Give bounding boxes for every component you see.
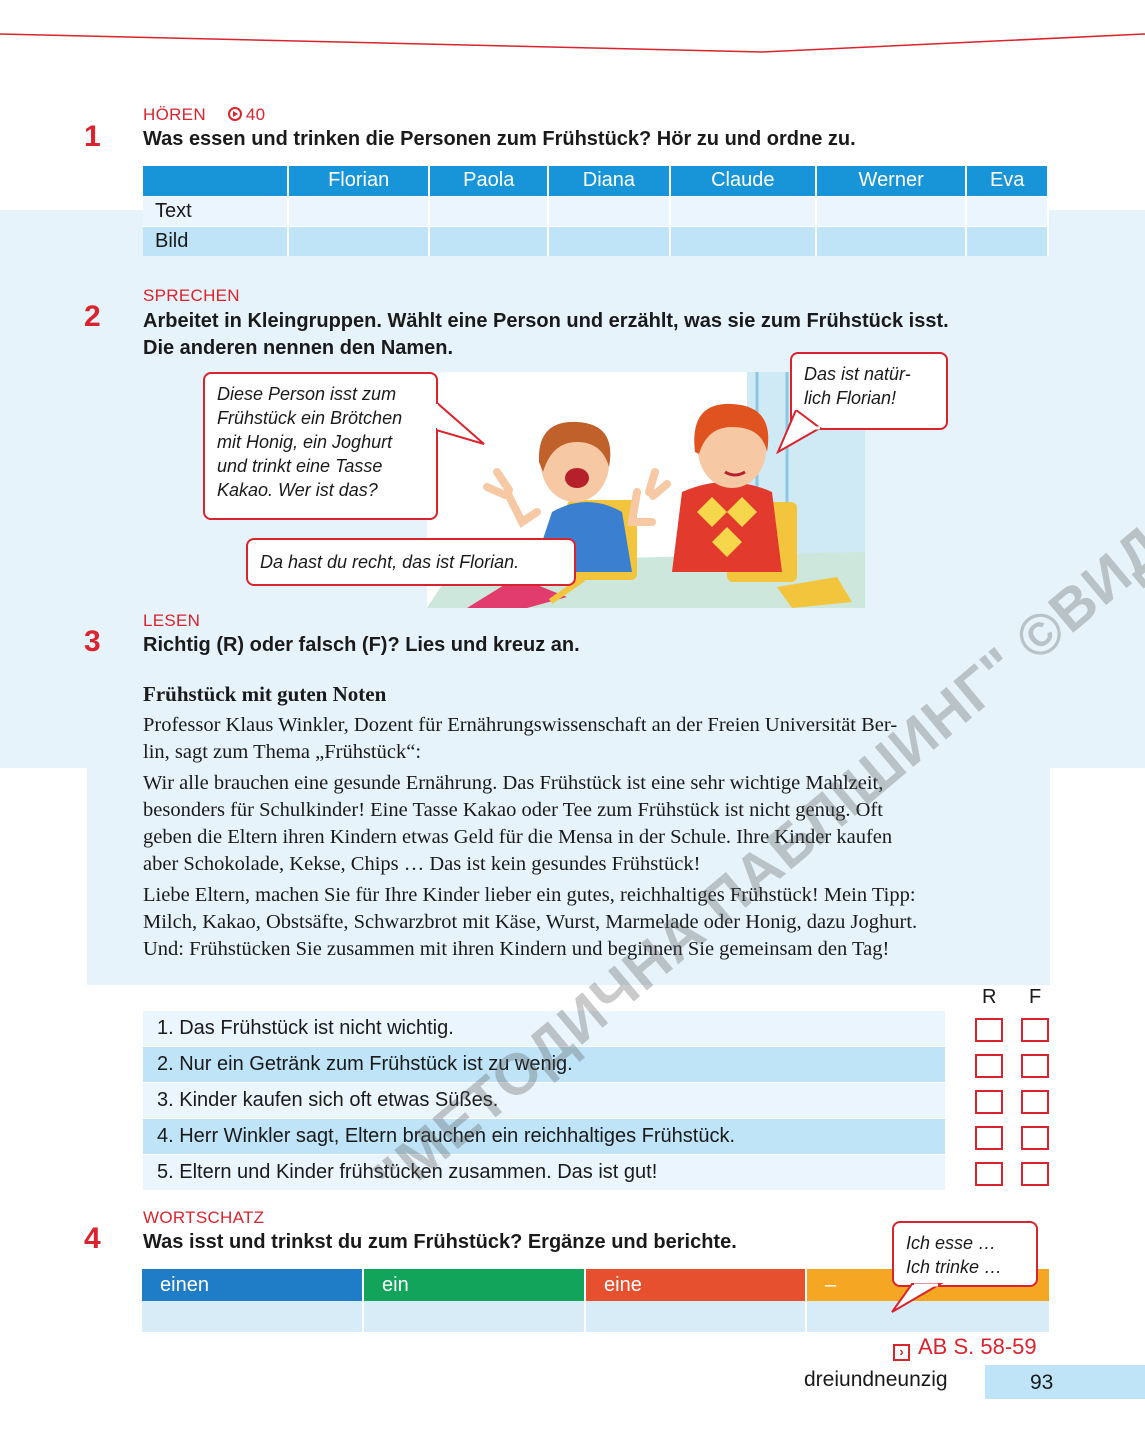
checkbox-richtig-4[interactable]	[975, 1126, 1003, 1150]
exercise-instruction: Was essen und trinken die Personen zum Frühstück? Hör zu und ordne zu.	[143, 128, 856, 150]
answer-cell[interactable]	[548, 226, 669, 256]
listening-table	[143, 166, 1049, 256]
bubble-pointer	[436, 402, 488, 448]
section-label-hoeren: HÖREN 40	[143, 105, 266, 124]
answer-cell[interactable]	[429, 226, 548, 256]
speech-bubble-example: Ich esse … Ich trinke …	[892, 1221, 1038, 1287]
checkbox-richtig-2[interactable]	[975, 1054, 1003, 1078]
answer-cell[interactable]	[966, 226, 1048, 256]
arrow-box-icon: ›	[893, 1344, 910, 1361]
column-header-werner: Werner	[816, 166, 966, 196]
column-header-ein: ein	[364, 1269, 584, 1301]
table-row	[143, 196, 1048, 226]
table-row	[143, 226, 1048, 256]
column-header-eine: eine	[586, 1269, 805, 1301]
column-header-florian: Florian	[288, 166, 429, 196]
exercise-number: 1	[84, 120, 101, 153]
answer-cell[interactable]	[816, 196, 966, 226]
statement-row: 1. Das Frühstück ist nicht wichtig.	[143, 1011, 945, 1046]
page-number-word: dreiundneunzig	[804, 1368, 948, 1391]
answer-cell[interactable]	[816, 226, 966, 256]
speech-bubble-question: Diese Person isst zum Frühstück ein Brötchen mit Honig, ein Joghurt und trinkt eine Tasse Kakao. Wer ist das?	[203, 372, 438, 520]
bubble-pointer	[776, 410, 826, 454]
checkbox-richtig-1[interactable]	[975, 1018, 1003, 1042]
workbook-reference[interactable]: › AB S. 58-59	[893, 1334, 1037, 1360]
text-paragraph: Liebe Eltern, machen Sie für Ihre Kinder lieber ein gutes, reichhaltiges Frühstück! Mein Tipp: Milch, Kakao, Obstsäfte, Schwarzbrot mit Käse, Wurst, Marmelade oder Honig, dazu Joghurt. Und: Frühstücken Sie zusammen mit ihren Kindern und beginnen Sie gemeinsam den Tag!	[143, 884, 918, 960]
reading-text-box	[87, 678, 1050, 985]
checkbox-falsch-3[interactable]	[1021, 1090, 1049, 1114]
checkbox-falsch-4[interactable]	[1021, 1126, 1049, 1150]
exercise-instruction: Arbeitet in Kleingruppen. Wählt eine Person und erzählt, was sie zum Frühstück isst. Die anderen nennen den Namen.	[143, 310, 949, 359]
answer-cell[interactable]	[548, 196, 669, 226]
text-paragraph: Professor Klaus Winkler, Dozent für Ernährungswissenschaft an der Freien Universität Ber- lin, sagt zum Thema „Frühstück“:	[143, 714, 898, 763]
statement-row: 2. Nur ein Getränk zum Frühstück ist zu wenig.	[143, 1047, 945, 1082]
exercise-number: 3	[84, 625, 101, 658]
column-header-einen: einen	[142, 1269, 362, 1301]
watermark: "МЕТОДИЧНА ПАБЛІШИНГ"	[361, 634, 1032, 1212]
exercise-instruction: Richtig (R) oder falsch (F)? Lies und kreuz an.	[143, 634, 580, 656]
vocab-cell[interactable]	[586, 1301, 805, 1332]
speech-bubble-confirm: Da hast du recht, das ist Florian.	[246, 538, 576, 586]
column-header-no-article: –	[807, 1269, 1049, 1301]
statement-row: 5. Eltern und Kinder frühstücken zusammen. Das ist gut!	[143, 1155, 945, 1190]
top-red-line	[0, 0, 1145, 60]
vocab-cell[interactable]	[364, 1301, 584, 1332]
exercise-instruction: Was isst und trinkst du zum Frühstück? Ergänze und berichte.	[143, 1231, 737, 1253]
row-label-bild: Bild	[143, 226, 288, 256]
answer-cell[interactable]	[429, 196, 548, 226]
checkbox-richtig-5[interactable]	[975, 1162, 1003, 1186]
checkbox-falsch-1[interactable]	[1021, 1018, 1049, 1042]
audio-play-icon[interactable]	[228, 107, 242, 121]
page-number: 93	[1030, 1371, 1054, 1394]
page-number-box	[985, 1365, 1145, 1399]
vocab-cell[interactable]	[142, 1301, 362, 1332]
row-label-text: Text	[143, 196, 288, 226]
column-label-falsch: F	[1029, 986, 1042, 1008]
column-header-claude: Claude	[670, 166, 816, 196]
checkbox-falsch-2[interactable]	[1021, 1054, 1049, 1078]
answer-cell[interactable]	[670, 196, 816, 226]
exercise-number: 4	[84, 1222, 101, 1255]
speech-bubble-answer: Das ist natür- lich Florian!	[790, 352, 948, 430]
exercise-number: 2	[84, 300, 101, 333]
section-label-wortschatz: WORTSCHATZ	[143, 1208, 265, 1227]
table-header-empty	[143, 166, 288, 196]
checkbox-falsch-5[interactable]	[1021, 1162, 1049, 1186]
answer-cell[interactable]	[288, 196, 429, 226]
answer-cell[interactable]	[670, 226, 816, 256]
section-label-lesen: LESEN	[143, 611, 201, 630]
statement-row: 3. Kinder kaufen sich oft etwas Süßes.	[143, 1083, 945, 1118]
bubble-pointer	[890, 1282, 950, 1316]
checkbox-richtig-3[interactable]	[975, 1090, 1003, 1114]
column-label-richtig: R	[982, 986, 997, 1008]
text-paragraph: Wir alle brauchen eine gesunde Ernährung. Das Frühstück ist eine sehr wichtige Mahlzeit, besonders für Schulkinder! Eine Tasse Kakao oder Tee zum Frühstück ist nicht genug. Oft geben die Eltern ihren Kindern etwas Geld für die Mensa in der Schule. Ihre Kinder kaufen aber Schokolade, Kekse, Chips … Das ist kein gesundes Frühstück!	[143, 772, 893, 875]
column-header-diana: Diana	[548, 166, 669, 196]
answer-cell[interactable]	[966, 196, 1048, 226]
text-title: Frühstück mit guten Noten	[143, 682, 387, 706]
answer-cell[interactable]	[288, 226, 429, 256]
track-number: 40	[245, 105, 266, 124]
column-header-paola: Paola	[429, 166, 548, 196]
column-header-eva: Eva	[966, 166, 1048, 196]
statement-row: 4. Herr Winkler sagt, Eltern brauchen ein reichhaltiges Frühstück.	[143, 1119, 945, 1154]
section-label-sprechen: SPRECHEN	[143, 286, 240, 305]
